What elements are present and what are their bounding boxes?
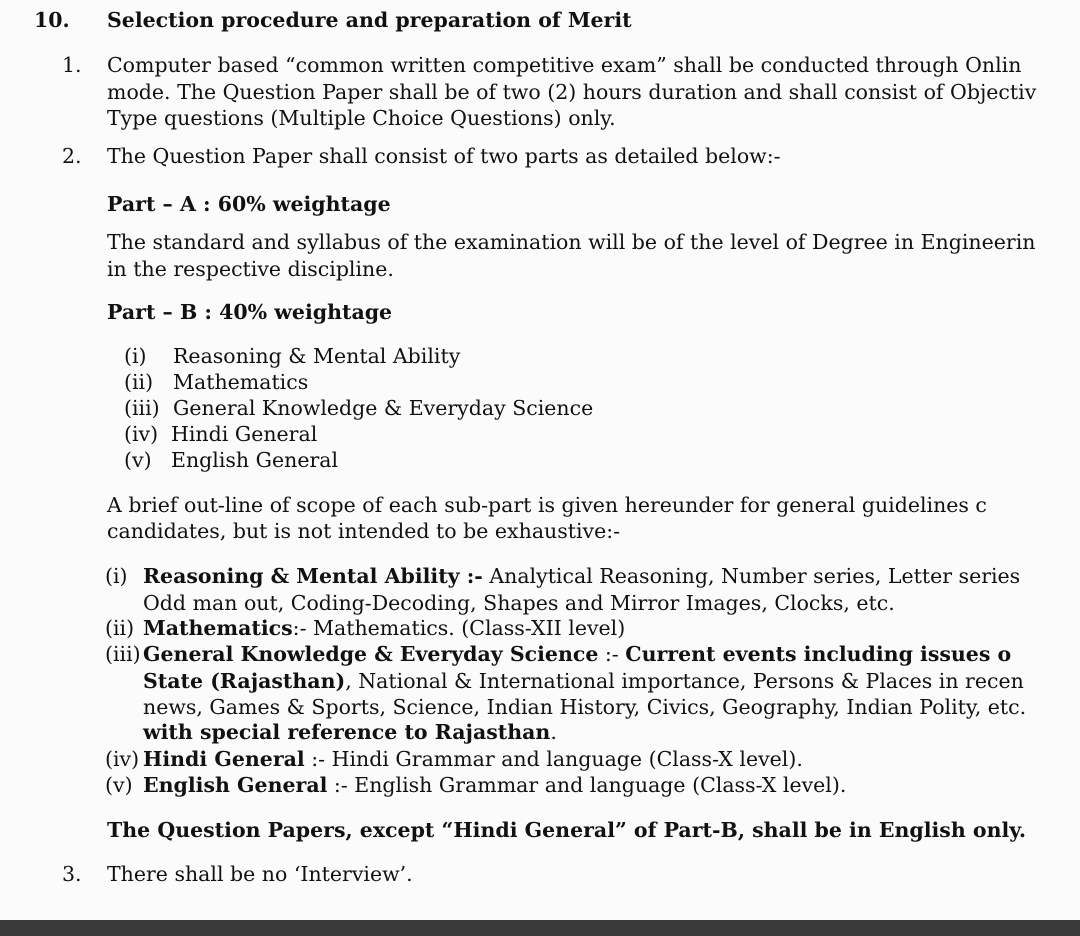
- outline-title: Reasoning & Mental Ability :-: [143, 564, 483, 588]
- outline-text: :-: [598, 642, 626, 666]
- item-1-line-3: Type questions (Multiple Choice Questions) only.: [107, 106, 616, 130]
- subpart-label: General Knowledge & Everyday Science: [173, 396, 594, 420]
- outline-roman: (i): [105, 564, 128, 588]
- outline-item-hindi: [143, 746, 803, 772]
- subpart-label: Hindi General: [171, 422, 318, 446]
- outline-roman: (v): [105, 773, 133, 797]
- item-number: 2.: [62, 144, 82, 168]
- part-b-heading: Part – B : 40% weightage: [107, 300, 393, 324]
- outline-text: , National & International importance, Persons & Places in recen: [345, 669, 1024, 693]
- outline-item-general-knowledge: [143, 641, 1011, 667]
- outline-item-mathematics: [143, 615, 625, 641]
- outline-bold-text: Current events including issues o: [625, 642, 1012, 666]
- part-a-heading: Part – A : 60% weightage: [107, 192, 391, 216]
- outline-title: English General: [143, 773, 328, 797]
- section-title: Selection procedure and preparation of Merit: [107, 8, 632, 32]
- item-1-line-1: Computer based “common written competitive exam” shall be conducted through Onlin: [107, 53, 1022, 77]
- outline-continuation: news, Games & Sports, Science, Indian History, Civics, Geography, Indian Polity, etc.: [143, 695, 1027, 719]
- item-3-line-1: There shall be no ‘Interview’.: [107, 862, 413, 886]
- subpart-label: English General: [171, 448, 339, 472]
- outline-intro-line-2: candidates, but is not intended to be exhaustive:-: [107, 519, 621, 543]
- outline-roman: (ii): [105, 616, 135, 640]
- outline-continuation: [143, 719, 557, 745]
- outline-item-reasoning: [143, 563, 1020, 589]
- outline-roman: (iv): [105, 747, 140, 771]
- part-a-line-2: in the respective discipline.: [107, 257, 394, 281]
- outline-text: .: [550, 720, 557, 744]
- subpart-label: Reasoning & Mental Ability: [173, 344, 461, 368]
- outline-title: Hindi General: [143, 747, 305, 771]
- language-note: The Question Papers, except “Hindi General” of Part-B, shall be in English only.: [107, 818, 1026, 842]
- outline-continuation: Odd man out, Coding-Decoding, Shapes and Mirror Images, Clocks, etc.: [143, 591, 895, 615]
- outline-intro-line-1: A brief out-line of scope of each sub-part is given hereunder for general guidelines c: [107, 493, 987, 517]
- outline-text: :- Hindi Grammar and language (Class-X level).: [304, 747, 803, 771]
- subpart-roman: (i): [124, 344, 147, 368]
- outline-item-english: [143, 772, 846, 798]
- item-1-line-2: mode. The Question Paper shall be of two (2) hours duration and shall consist of Objectiv: [107, 80, 1037, 104]
- outline-text: :- Mathematics. (Class-XII level): [292, 616, 626, 640]
- outline-text: :- English Grammar and language (Class-X level).: [327, 773, 847, 797]
- part-a-line-1: The standard and syllabus of the examination will be of the level of Degree in Engineerin: [107, 230, 1036, 254]
- outline-title: Mathematics: [143, 616, 293, 640]
- outline-bold-text: with special reference to Rajasthan: [143, 720, 551, 744]
- subpart-roman: (iv): [124, 422, 159, 446]
- outline-bold-text: State (Rajasthan): [143, 669, 346, 693]
- outline-title: General Knowledge & Everyday Science: [143, 642, 599, 666]
- item-number: 3.: [62, 862, 82, 886]
- outline-text: Analytical Reasoning, Number series, Letter series: [482, 564, 1021, 588]
- subpart-roman: (v): [124, 448, 152, 472]
- section-number: 10.: [34, 8, 70, 32]
- outline-continuation: [143, 668, 1024, 694]
- subpart-roman: (iii): [124, 396, 160, 420]
- subpart-label: Mathematics: [173, 370, 309, 394]
- item-2-line-1: The Question Paper shall consist of two parts as detailed below:-: [107, 144, 781, 168]
- outline-roman: (iii): [105, 642, 141, 666]
- viewer-bottom-bar: [0, 920, 1080, 936]
- item-number: 1.: [62, 53, 82, 77]
- subpart-roman: (ii): [124, 370, 154, 394]
